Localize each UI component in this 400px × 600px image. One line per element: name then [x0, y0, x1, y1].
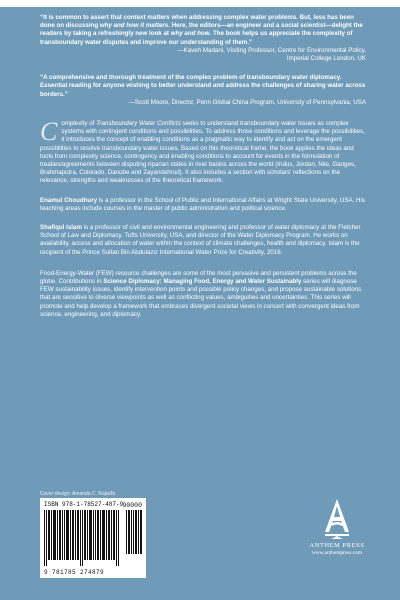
book-description [40, 117, 366, 186]
price-barcode-bars [126, 510, 142, 554]
barcode-bars [44, 510, 120, 566]
author-name: Enamul Choudhury [40, 196, 98, 204]
author-name: Shafiqul Islam [40, 224, 82, 232]
bio-text: is a professor of civil and environmental engineering and professor of water diplomacy at the Fletcher School of Law and Diplomacy, Tufts University, USA, and director of the Water Diplomacy Program. He works on availability, access and allocation of water within the context of climate challenges, health and diplomacy. Islam is the recipient of the Prince Sultan Bin Abdulaziz International Water Prize for Creativity, 2016. [40, 224, 361, 256]
description-text: omplexity of [61, 120, 97, 128]
book-title-inline: Transboundary Water Conflicts [96, 120, 181, 128]
publisher-logo [302, 498, 372, 556]
quote-attribution: —Scott Moore, Director, Penn Global China Program, University of Pennsylvania, USA [128, 98, 366, 106]
quote-attribution-affiliation: Imperial College London, UK [286, 55, 366, 63]
quote-text: “It is common to assert that [40, 14, 124, 21]
series-description [40, 270, 366, 319]
series-text: series will diagnose FEW sustainability issues, identify intervention points and possible policy changes, and propose sustainable solutions that are sensitive to diverse viewpoints as well as conflicting values, ambiguities and uncertainties. This series will promote and help develop a framework that embraces divergent societal views in concert with convergent ideas from science, engineering, and diplomacy. [40, 278, 362, 318]
description-text: seeks to understand transboundary water issues as complex systems with contingent conditions and possibilities. To address those conditions and leverage the possibilities, it introduces the concept of enabling conditions as a pragmatic way to identify and act on the emergent possibilities to resolve transboundary water issues. Based on this theoretical frame, the book applies the ideas and tools from complexity science, contingency and enabling conditions to account for events in the formulation of treaties/agreements between disputing riparian states in river basins across the world (Indus, Jordan, Nile, Ganges, Brahmaputra, Colorado, Danube and Zayandehrud). It also includes a section with scholars' reflections on the relevance, strengths and weaknesses of the theoretical framework. [40, 120, 365, 185]
endorsement-quote-madani [40, 14, 366, 47]
quote-text: . Here, the editors—an engineer and a social scientist—delight the readers by taking a refreshingly new look at [40, 22, 363, 38]
top-white-strip [0, 0, 400, 7]
publisher-url: www.anthempress.com [311, 550, 363, 556]
isbn-barcode [40, 498, 146, 578]
quote-text: . The book helps us appreciate the complexity of transboundary water disputes and improve our understanding of them.” [40, 30, 353, 46]
author-bio-islam [40, 224, 366, 257]
cover-design-credit: Cover design: Amanda C. Rapello [40, 491, 116, 497]
drop-cap: C [40, 117, 58, 147]
author-bio-choudhury [40, 197, 366, 213]
quote-emphasis: why and how it matters [99, 22, 169, 30]
publisher-name: ANTHEM PRESS [309, 542, 365, 549]
isbn-label: ISBN 978-1-78527-487-9 [44, 501, 124, 508]
price-code: 90000 [122, 502, 142, 509]
anthem-press-logo-icon [322, 498, 352, 540]
quote-text: when addressing complex water problems. But, less has been done on discussing [40, 14, 354, 30]
bio-text: is a professor in the School of Public and International Affairs at Wright State University, USA. His teaching areas include courses in the master of public administration and political science. [40, 196, 365, 212]
back-cover-text [40, 14, 366, 319]
quote-emphasis: context matters [123, 14, 170, 21]
barcode-number: 9 781785 274879 [44, 569, 105, 576]
endorsement-quote-moore: “A comprehensive and thorough treatment of the complex problem of transboundary water diplomacy. Essential reading for anyone wishing to better understand and address the challenges of sharing water across borders.” [40, 74, 366, 98]
quote-attribution: —Kaveh Madani, Visiting Professor, Centre for Environmental Policy, [177, 46, 366, 54]
series-text: Food-Energy-Water (FEW) resource challenges are some of the most pervasive and persistent problems across the globe. Contributions in [40, 269, 357, 286]
quote-emphasis: why and how [170, 30, 210, 38]
series-name: Science Diplomacy: Managing Food, Energy and Water Sustainably [103, 278, 302, 286]
